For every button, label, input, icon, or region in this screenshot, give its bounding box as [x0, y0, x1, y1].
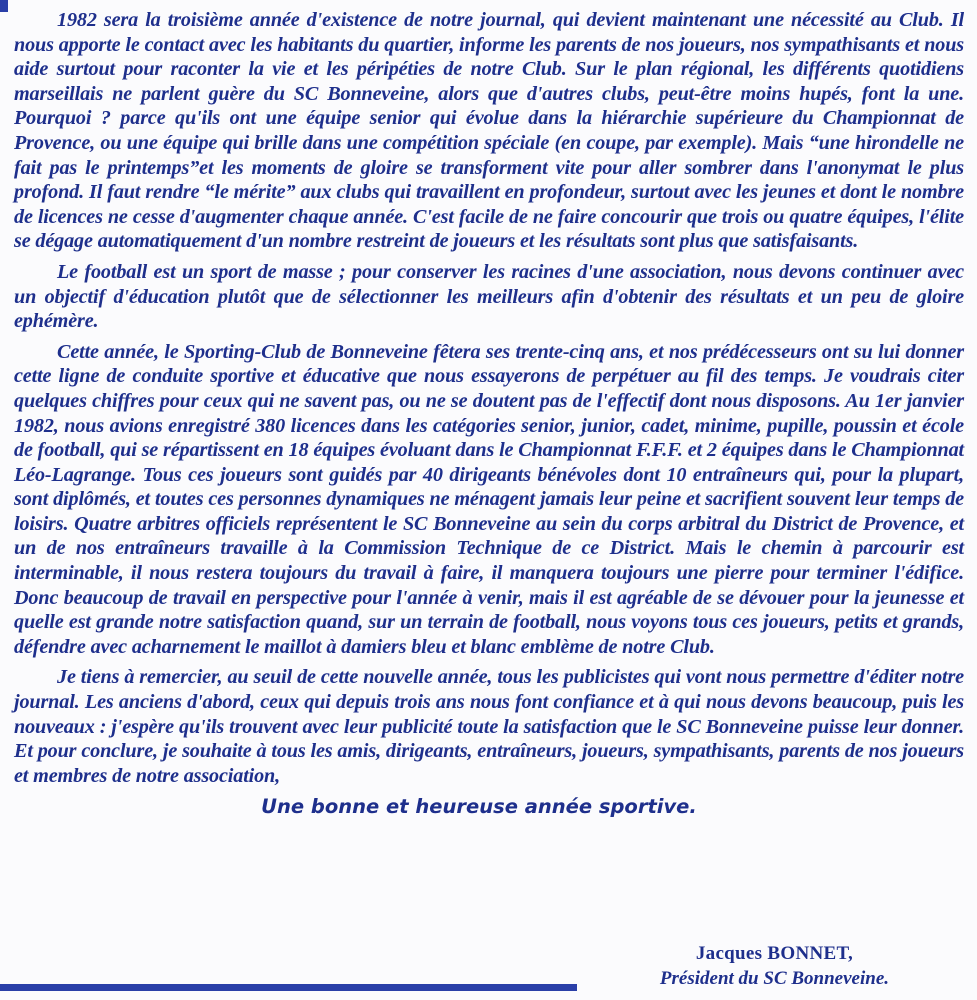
- bottom-rule: [0, 984, 577, 991]
- paragraph-intro: 1982 sera la troisième année d'existence de notre journal, qui devient maintenant une nécessité au Club. Il nous apporte le contact avec les habitants du quartier, informe les parents de nos joueurs, nos sympathisants et nous aide surtout pour raconter la vie et les péripéties de notre Club. Sur le plan régional, les différents quotidiens marseillais ne parlent guère du SC Bonneveine, alors que d'autres clubs, peut-être moins hupés, font la une. Pourquoi ? parce qu'ils ont une équipe senior qui évolue dans la hiérarchie supérieure du Championnat de Provence, ou une équipe qui brille dans une compétition spéciale (en coupe, par exemple). Mais “une hirondelle ne fait pas le printemps”et les moments de gloire se transforment vite pour aller sombrer dans l'anonymat le plus profond. Il faut rendre “le mérite” aux clubs qui travaillent en profondeur, surtout avec les jeunes et dont le nombre de licences ne cesse d'augmenter chaque année. C'est facile de ne faire concourir que trois ou quatre équipes, l'élite se dégage automatiquement d'un nombre restreint de joueurs et les résultats sont plus que satisfaisants.: [14, 9, 964, 253]
- paragraph-thanks: Je tiens à remercier, au seuil de cette nouvelle année, tous les publicistes qui vont nous permettre d'éditer notre journal. Les anciens d'abord, ceux qui depuis trois ans nous font confiance et à qui nous devons beaucoup, puis les nouveaux : j'espère qu'ils trouvent avec leur publicité toute la satisfaction que le SC Bonneveine puisse leur donner. Et pour conclure, je souhaite à tous les amis, dirigeants, entraîneurs, joueurs, sympathisants, parents de nos joueurs et membres de notre association,: [14, 666, 964, 787]
- signature-name: Jacques BONNET,: [695, 943, 854, 964]
- paragraph-anniversary: Cette année, le Sporting-Club de Bonneveine fêtera ses trente-cinq ans, et nos prédécesseurs ont su lui donner cette ligne de conduite sportive et éducative que nous essayerons de perpétuer au fil des temps. Je voudrais citer quelques chiffres pour ceux qui ne savent pas, ou ne se doutent pas de l'effectif dont nous disposons. Au 1er janvier 1982, nous avions enregistré 380 licences dans les catégories senior, junior, cadet, minime, pupille, poussin et école de football, qui se répartissent en 18 équipes évoluant dans le Championnat F.F.F. et 2 équipes dans le Championnat Léo-Lagrange. Tous ces joueurs sont guidés par 40 dirigeants bénévoles dont 10 entraîneurs qui, pour la plupart, sont diplômés, et toutes ces personnes dynamiques ne ménagent jamais leur peine et sacrifient souvent leur temps de loisirs. Quatre arbitres officiels représentent le SC Bonneveine au sein du corps arbitral du District de Provence, et un de nos entraîneurs travaille à la Commission Technique de ce District. Mais le chemin à parcourir est interminable, il nous restera toujours du travail à faire, il manquera toujours une pierre pour terminer l'édifice. Donc beaucoup de travail en perspective pour l'année à venir, mais il est agréable de se dévouer pour la jeunesse et quelle est grande notre satisfaction quand, sur un terrain de football, nous voyons tous ces joueurs, petits et grands, défendre avec acharnement le maillot à damiers bleu et blanc emblème de notre Club.: [14, 340, 964, 658]
- paragraph-mass-sport: Le football est un sport de masse ; pour conserver les racines d'une association, nous devons continuer avec un objectif d'éducation plutôt que de sélectionner les meilleurs afin d'obtenir des résultats et un peu de gloire ephémère.: [14, 260, 964, 333]
- corner-mark: [0, 0, 8, 12]
- closing-wish: Une bonne et heureuse année sportive.: [261, 795, 697, 819]
- signature-title: Président du SC Bonneveine.: [659, 968, 889, 989]
- signature-block: [660, 941, 889, 991]
- letter-body: [14, 8, 964, 820]
